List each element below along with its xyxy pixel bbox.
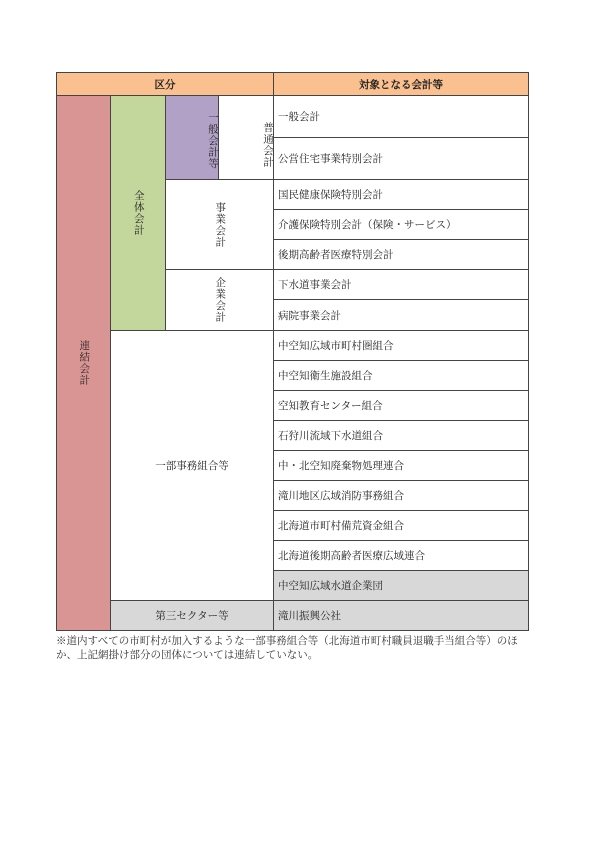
- business-label: 事業会計: [165, 179, 274, 270]
- row: 北海道市町村備荒資金組合: [273, 510, 529, 541]
- row: 国民健康保険特別会計: [273, 179, 529, 210]
- whole-label: 全体会計: [110, 95, 166, 331]
- row-excluded: 滝川振興公社: [273, 600, 529, 631]
- consolidated-label: 連結会計: [56, 95, 111, 631]
- footnote: ※道内すべての市町村が加入するような一部事務組合等（北海道市町村職員退職手当組合等）のほか、上記網掛け部分の団体については連結していない。: [56, 635, 518, 661]
- third-sector-label: 第三セクター等: [110, 600, 274, 631]
- row: 一般会計: [273, 95, 529, 138]
- ordinary-label: 普通会計: [218, 95, 274, 180]
- header-target: 対象となる会計等: [273, 72, 529, 96]
- row: 石狩川流域下水道組合: [273, 420, 529, 451]
- header-category: 区分: [56, 72, 274, 96]
- general-label: 一般会計等: [165, 95, 219, 180]
- row: 下水道事業会計: [273, 269, 529, 300]
- row-excluded: 中空知広域水道企業団: [273, 570, 529, 601]
- row: 介護保険特別会計（保険・サービス）: [273, 209, 529, 240]
- row: 滝川地区広域消防事務組合: [273, 480, 529, 511]
- row: 病院事業会計: [273, 299, 529, 331]
- row: 空知教育センター組合: [273, 390, 529, 421]
- row: 中・北空知廃棄物処理連合: [273, 450, 529, 481]
- row: 中空知衛生施設組合: [273, 360, 529, 391]
- enterprise-label: 企業会計: [165, 269, 274, 331]
- row: 公営住宅事業特別会計: [273, 137, 529, 180]
- row: 北海道後期高齢者医療広域連合: [273, 540, 529, 571]
- union-label: 一部事務組合等: [110, 330, 274, 601]
- row: 後期高齢者医療特別会計: [273, 239, 529, 270]
- row: 中空知広域市町村圏組合: [273, 330, 529, 361]
